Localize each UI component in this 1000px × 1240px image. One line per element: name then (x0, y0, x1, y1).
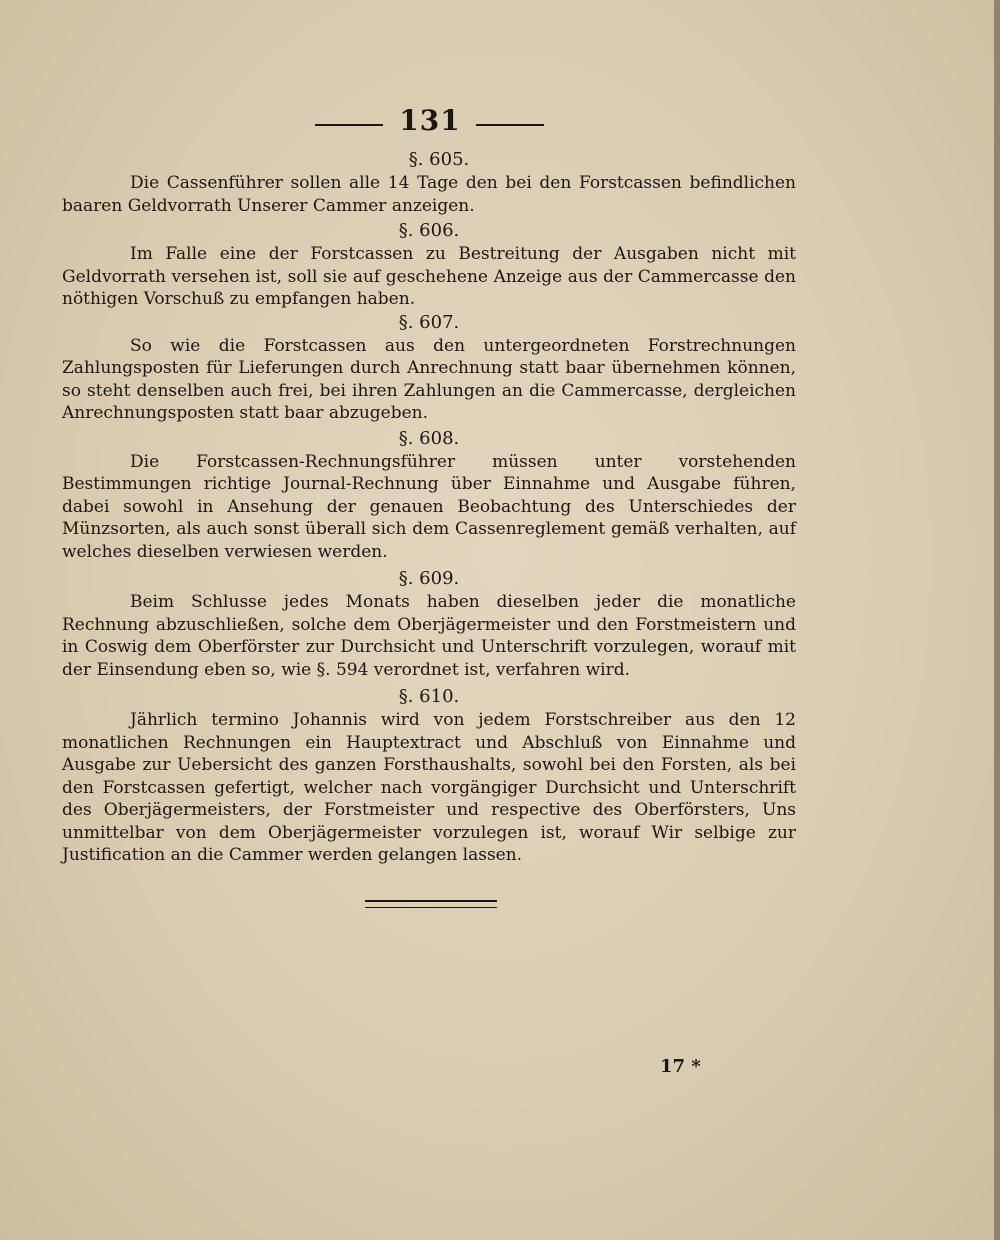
section-heading: §. 610. (398, 686, 460, 707)
section-end-divider (365, 900, 497, 908)
section-paragraph: Im Falle eine der Forstcassen zu Bestreitung der Ausgaben nicht mit Geldvorrath versehen ist, soll sie auf geschehene Anzeige aus der Cammercasse den nöthigen Vorschuß zu empfangen haben. (62, 244, 796, 309)
section-heading: §. 605. (408, 149, 470, 170)
section-609 (62, 567, 796, 681)
section-608 (62, 427, 796, 564)
section-paragraph: Beim Schlusse jedes Monats haben dieselben jeder die monatliche Rechnung abzuschließen, solche dem Oberjägermeister und den Forstmeistern und in Coswig dem Oberförster zur Durchsicht und Unterschrift vorzulegen, worauf mit der Einsendung eben so, wie §. 594 verordnet ist, verfahren wird. (62, 592, 796, 680)
page-edge-shadow (994, 0, 1000, 1240)
section-606 (62, 219, 796, 311)
header-rule-right (476, 124, 544, 126)
section-heading: §. 608. (398, 427, 460, 449)
section-heading: §. 609. (398, 568, 460, 589)
section-610 (62, 685, 796, 867)
section-heading: §. 607. (398, 311, 460, 333)
section-607 (62, 311, 796, 425)
header-rule-left (315, 124, 383, 126)
section-paragraph: Jährlich termino Johannis wird von jedem Forstschreiber aus den 12 monatlichen Rechnungen ein Hauptextract und Abschluß von Einnahme und Ausgabe zur Uebersicht des ganzen Forsthaushalts, sowohl bei den Forsten, als bei den Forstcassen gefertigt, welcher nach vorgängiger Durchsicht und Unterschrift des Oberjägermeisters, der Forstmeister und respective des Oberförsters, Uns unmittelbar von dem Oberjägermeister vorzulegen ist, worauf Wir selbige zur Justification an die Cammer werden gelangen lassen. (62, 710, 796, 865)
page-number: 131 (399, 104, 461, 137)
body-text (62, 148, 796, 867)
section-paragraph: Die Cassenführer sollen alle 14 Tage den bei den Forstcassen befindlichen baaren Geldvorrath Unserer Cammer anzeigen. (62, 173, 796, 216)
section-paragraph: So wie die Forstcassen aus den untergeordneten Forstrechnungen Zahlungsposten für Lieferungen durch Anrechnung statt baar übernehmen können, so steht denselben auch frei, bei ihren Zahlungen an die Cammercasse, dergleichen Anrechnungsposten statt baar abzugeben. (62, 335, 796, 423)
page-header (0, 104, 1000, 144)
section-heading: §. 606. (398, 220, 460, 241)
section-605 (62, 148, 796, 217)
section-paragraph: Die Forstcassen-Rechnungsführer müssen unter vorstehenden Bestimmungen richtige Journal-Rechnung über Einnahme und Ausgabe führen, dabei sowohl in Ansehung der genauen Beobachtung des Unterschiedes der Münzsorten, als auch sonst überall sich dem Cassenreglement gemäß verhalten, auf welches dieselben verwiesen werden. (62, 451, 796, 562)
printer-signature-mark: 17 * (660, 1056, 701, 1077)
